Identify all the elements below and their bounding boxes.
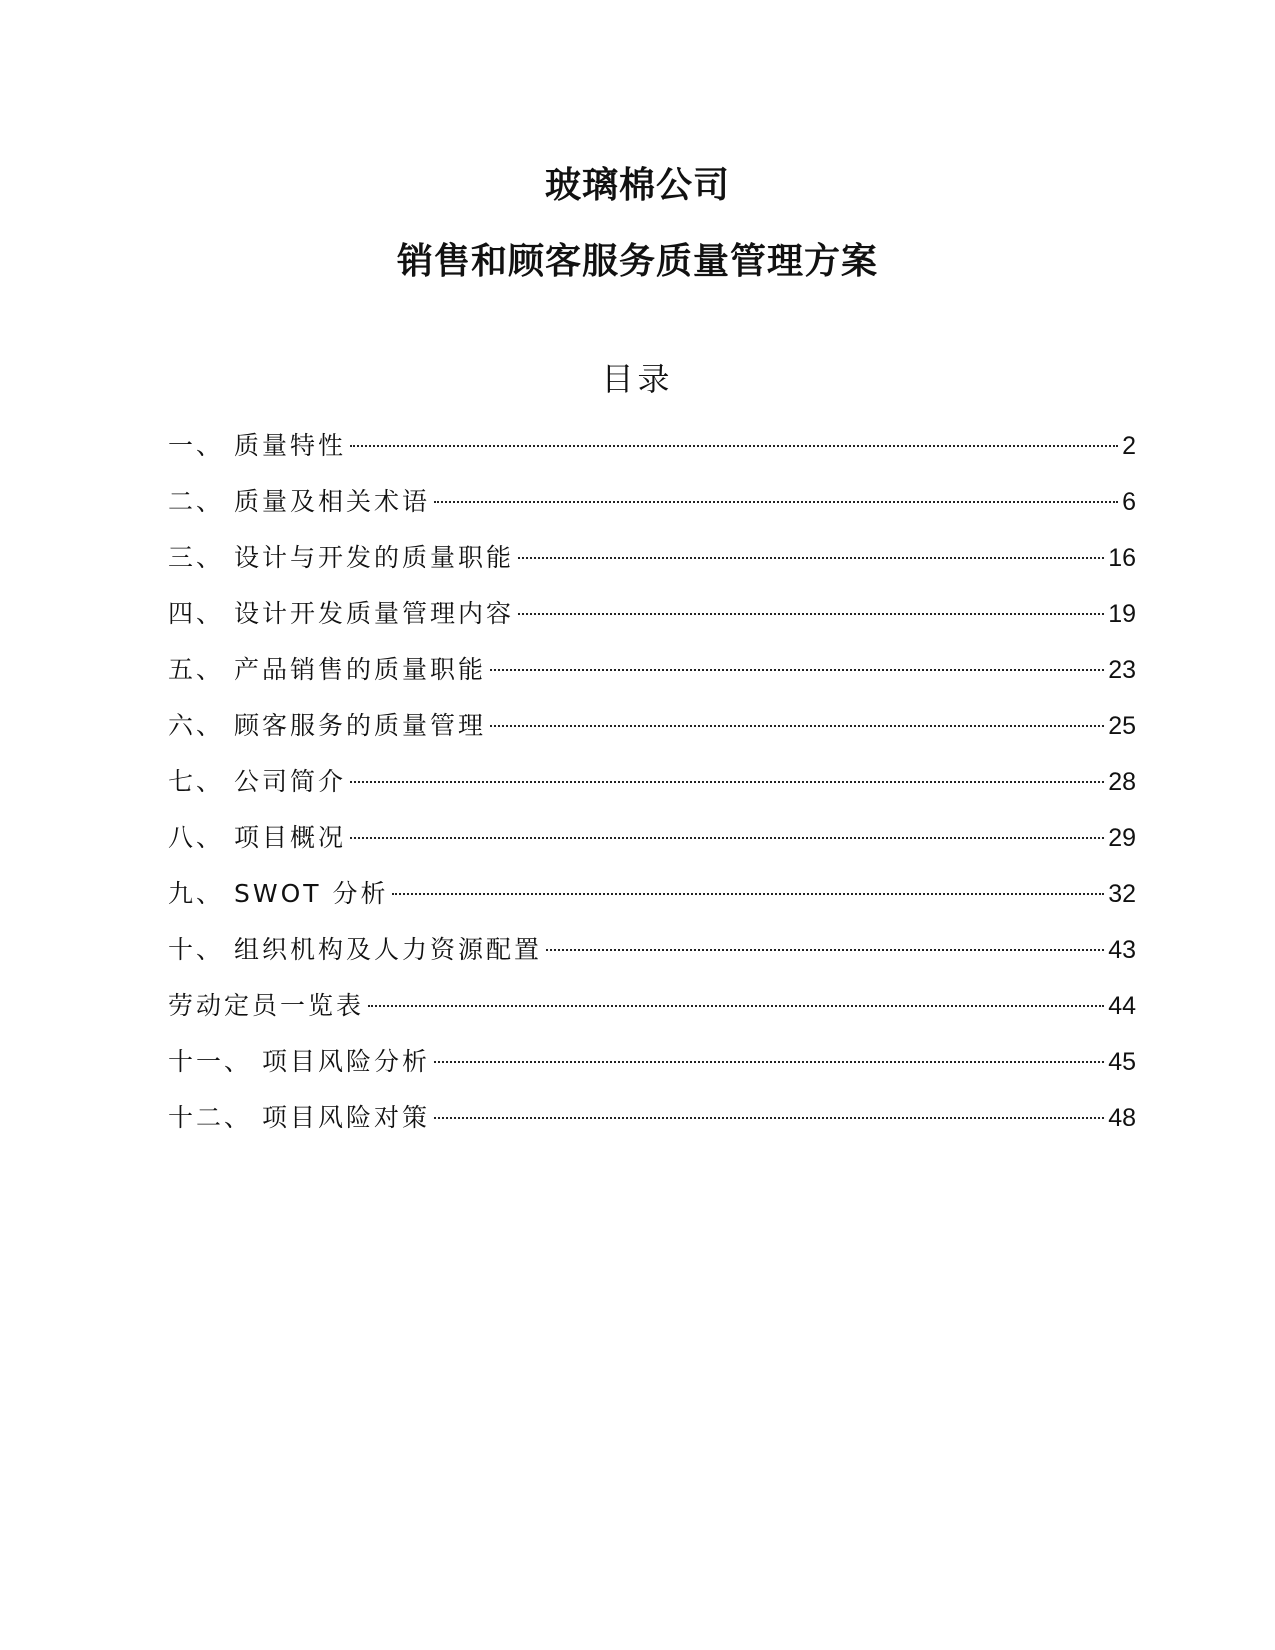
toc-entry-2[interactable] xyxy=(168,474,1136,530)
toc-entry-number: 四、 xyxy=(168,599,225,628)
toc-entry-number: 二、 xyxy=(168,487,225,516)
toc-entry-text: 组织机构及人力资源配置 xyxy=(234,935,543,964)
toc-entry-text: 项目风险分析 xyxy=(262,1047,431,1076)
dot-leader xyxy=(434,1061,1104,1063)
toc-entry-text: 顾客服务的质量管理 xyxy=(234,711,487,740)
dot-leader xyxy=(546,949,1104,951)
toc-entry-text: 设计开发质量管理内容 xyxy=(234,599,515,628)
toc-entry-label xyxy=(168,474,430,530)
toc-entry-page: 32 xyxy=(1108,880,1136,908)
dot-leader xyxy=(350,781,1104,783)
toc-entry-text: 质量及相关术语 xyxy=(234,487,431,516)
toc-entry-label xyxy=(168,810,346,866)
toc-entry-page: 25 xyxy=(1108,712,1136,740)
toc-entry-number: 七、 xyxy=(168,767,225,796)
toc-entry-page: 28 xyxy=(1108,768,1136,796)
dot-leader xyxy=(392,893,1104,895)
toc-entry-number: 十、 xyxy=(168,935,225,964)
toc-entry-12[interactable] xyxy=(168,1034,1136,1090)
toc-entry-page: 48 xyxy=(1108,1104,1136,1132)
toc-entry-number: 一、 xyxy=(168,431,225,460)
toc-entry-label xyxy=(168,754,346,810)
toc-entry-text: 公司简介 xyxy=(234,767,347,796)
toc-entry-page: 29 xyxy=(1108,824,1136,852)
toc-entry-label xyxy=(168,642,486,698)
toc-entry-text: 劳动定员一览表 xyxy=(168,991,365,1020)
toc-entry-number: 九、 xyxy=(168,879,225,908)
toc-entry-11[interactable] xyxy=(168,978,1136,1034)
toc-entry-number: 五、 xyxy=(168,655,225,684)
toc-entry-text: 产品销售的质量职能 xyxy=(234,655,487,684)
toc-entry-text: 质量特性 xyxy=(234,431,347,460)
toc-entry-page: 45 xyxy=(1108,1048,1136,1076)
toc-entry-number: 三、 xyxy=(168,543,225,572)
dot-leader xyxy=(490,725,1104,727)
toc-entry-number: 十二、 xyxy=(168,1103,253,1132)
document-title: 销售和顾客服务质量管理方案 xyxy=(396,241,878,282)
toc-entry-page: 23 xyxy=(1108,656,1136,684)
toc-entry-text: SWOT 分析 xyxy=(234,879,389,908)
toc-entry-page: 44 xyxy=(1108,992,1136,1020)
dot-leader xyxy=(368,1005,1104,1007)
toc-entry-1[interactable] xyxy=(168,418,1136,474)
dot-leader xyxy=(434,501,1118,503)
dot-leader xyxy=(350,837,1104,839)
toc-entry-label xyxy=(168,866,388,922)
toc-heading: 目录 xyxy=(601,360,674,398)
toc-entry-number: 八、 xyxy=(168,823,225,852)
toc-entry-page: 43 xyxy=(1108,936,1136,964)
toc-entry-page: 6 xyxy=(1122,488,1136,516)
toc-entry-label xyxy=(168,418,346,474)
toc-entry-4[interactable] xyxy=(168,586,1136,642)
toc-entry-5[interactable] xyxy=(168,642,1136,698)
company-name: 玻璃棉公司 xyxy=(544,165,730,206)
dot-leader xyxy=(350,445,1118,447)
table-of-contents xyxy=(168,418,1136,1146)
toc-entry-number: 六、 xyxy=(168,711,225,740)
toc-entry-6[interactable] xyxy=(168,698,1136,754)
toc-entry-page: 16 xyxy=(1108,544,1136,572)
dot-leader xyxy=(434,1117,1104,1119)
toc-entry-page: 2 xyxy=(1122,432,1136,460)
dot-leader xyxy=(518,557,1104,559)
dot-leader xyxy=(518,613,1104,615)
toc-entry-number: 十一、 xyxy=(168,1047,253,1076)
toc-entry-text: 项目概况 xyxy=(234,823,347,852)
toc-entry-label xyxy=(168,698,486,754)
dot-leader xyxy=(490,669,1104,671)
toc-entry-3[interactable] xyxy=(168,530,1136,586)
toc-entry-label xyxy=(168,978,364,1034)
toc-entry-text: 项目风险对策 xyxy=(262,1103,431,1132)
toc-entry-text: 设计与开发的质量职能 xyxy=(234,543,515,572)
toc-entry-8[interactable] xyxy=(168,810,1136,866)
toc-entry-9[interactable] xyxy=(168,866,1136,922)
toc-entry-label xyxy=(168,1034,430,1090)
toc-entry-label xyxy=(168,922,542,978)
toc-entry-10[interactable] xyxy=(168,922,1136,978)
toc-entry-label xyxy=(168,1090,430,1146)
toc-entry-page: 19 xyxy=(1108,600,1136,628)
toc-entry-label xyxy=(168,586,514,642)
toc-entry-13[interactable] xyxy=(168,1090,1136,1146)
toc-entry-label xyxy=(168,530,514,586)
toc-entry-7[interactable] xyxy=(168,754,1136,810)
